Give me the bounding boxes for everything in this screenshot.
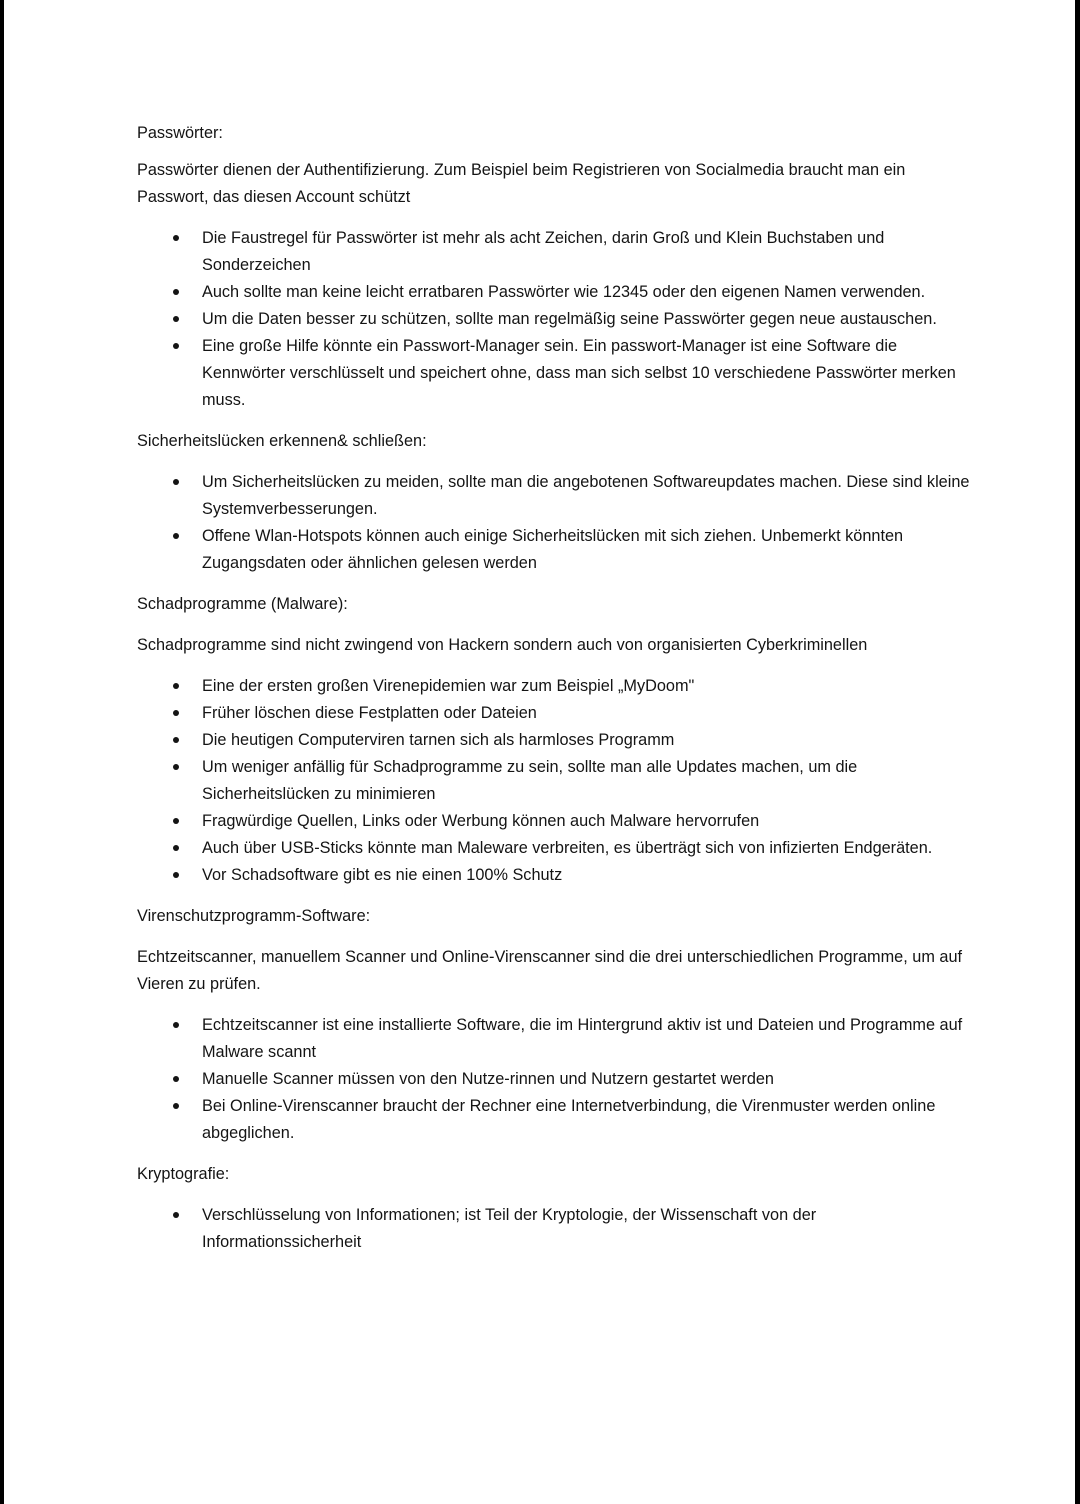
section-intro: Passwörter dienen der Authentifizierung. Zum Beispiel beim Registrieren von Socialmedia braucht man ein Passwort, das diesen Account schützt	[137, 161, 906, 206]
list-item: Manuelle Scanner müssen von den Nutze-rinnen und Nutzern gestartet werden	[137, 1066, 975, 1093]
list-item: Eine der ersten großen Virenepidemien war zum Beispiel „MyDoom"	[137, 673, 975, 700]
list-item: Offene Wlan-Hotspots können auch einige Sicherheitslücken mit sich ziehen. Unbemerkt könnten Zugangsdaten oder ähnlichen gelesen werden	[137, 523, 975, 577]
bullet-list	[137, 1202, 975, 1256]
list-item: Auch über USB-Sticks könnte man Maleware verbreiten, es überträgt sich von infizierten Endgeräten.	[137, 835, 975, 862]
section-malware	[137, 591, 975, 889]
document-page	[4, 0, 1075, 1504]
list-item: Eine große Hilfe könnte ein Passwort-Manager sein. Ein passwort-Manager ist eine Software die Kennwörter verschlüsselt und speichert ohne, dass man sich selbst 10 verschiedene Passwörter merken muss.	[137, 333, 975, 414]
section-heading: Schadprogramme (Malware):	[137, 595, 348, 613]
list-item: Echtzeitscanner ist eine installierte Software, die im Hintergrund aktiv ist und Dateien und Programme auf Malware scannt	[137, 1012, 975, 1066]
list-item: Fragwürdige Quellen, Links oder Werbung können auch Malware hervorrufen	[137, 808, 975, 835]
bullet-list	[137, 469, 975, 577]
list-item: Um weniger anfällig für Schadprogramme zu sein, sollte man alle Updates machen, um die Sicherheitslücken zu minimieren	[137, 754, 975, 808]
bullet-list	[137, 1012, 975, 1147]
list-item: Verschlüsselung von Informationen; ist Teil der Kryptologie, der Wissenschaft von der Informationssicherheit	[137, 1202, 975, 1256]
section-antivirus	[137, 903, 975, 1147]
list-item: Um Sicherheitslücken zu meiden, sollte man die angebotenen Softwareupdates machen. Diese sind kleine Systemverbesserungen.	[137, 469, 975, 523]
bullet-list	[137, 673, 975, 889]
section-heading: Sicherheitslücken erkennen& schließen:	[137, 432, 427, 450]
list-item: Vor Schadsoftware gibt es nie einen 100% Schutz	[137, 862, 975, 889]
bullet-list	[137, 225, 975, 414]
section-intro: Schadprogramme sind nicht zwingend von Hackern sondern auch von organisierten Cyberkriminellen	[137, 636, 868, 654]
section-heading: Virenschutzprogramm-Software:	[137, 907, 371, 925]
list-item: Auch sollte man keine leicht erratbaren Passwörter wie 12345 oder den eigenen Namen verwenden.	[137, 279, 975, 306]
list-item: Die heutigen Computerviren tarnen sich als harmloses Programm	[137, 727, 975, 754]
section-vulnerabilities	[137, 428, 975, 577]
section-cryptography	[137, 1161, 975, 1256]
section-heading: Kryptografie:	[137, 1165, 230, 1183]
list-item: Früher löschen diese Festplatten oder Dateien	[137, 700, 975, 727]
list-item: Um die Daten besser zu schützen, sollte man regelmäßig seine Passwörter gegen neue austauschen.	[137, 306, 975, 333]
list-item: Die Faustregel für Passwörter ist mehr als acht Zeichen, darin Groß und Klein Buchstaben und Sonderzeichen	[137, 225, 975, 279]
section-heading: Passwörter:	[137, 124, 223, 142]
section-passwords	[137, 120, 975, 414]
list-item: Bei Online-Virenscanner braucht der Rechner eine Internetverbindung, die Virenmuster werden online abgeglichen.	[137, 1093, 975, 1147]
section-intro: Echtzeitscanner, manuellem Scanner und Online-Virenscanner sind die drei unterschiedlichen Programme, um auf Vieren zu prüfen.	[137, 948, 963, 993]
